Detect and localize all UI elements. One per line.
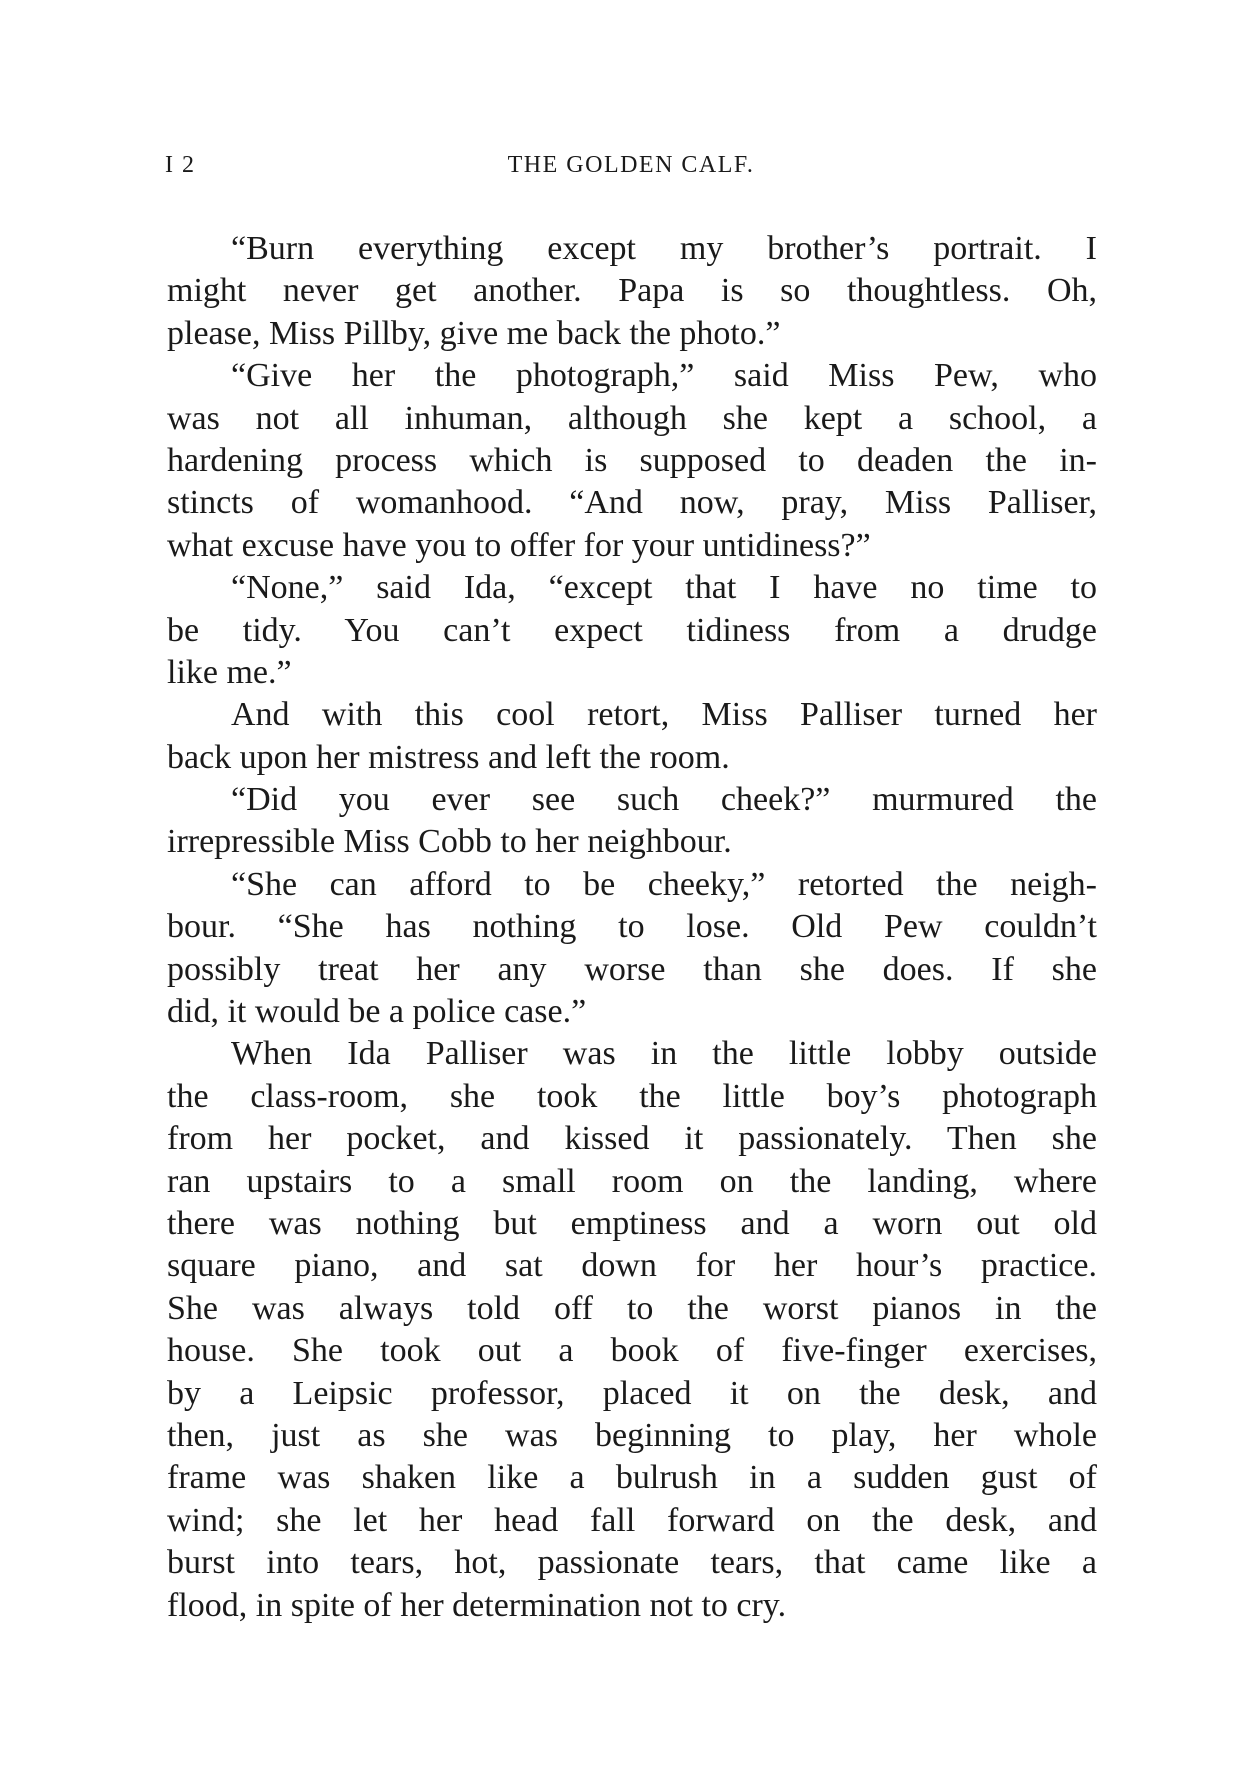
- text-line: wind; she let her head fall forward on the desk, and: [167, 1501, 1097, 1539]
- text-line: from her pocket, and kissed it passionately. Then she: [167, 1120, 1097, 1158]
- paragraph: [167, 567, 1097, 694]
- text-line: then, just as she was beginning to play, her whole: [167, 1416, 1097, 1454]
- text-line: “Give her the photograph,” said Miss Pew, who: [231, 357, 1097, 395]
- text-line: stincts of womanhood. “And now, pray, Miss Palliser,: [167, 484, 1097, 522]
- text-line: And with this cool retort, Miss Palliser turned her: [231, 696, 1097, 734]
- text-line: might never get another. Papa is so thoughtless. Oh,: [167, 272, 1097, 310]
- text-line: house. She took out a book of five-finger exercises,: [167, 1332, 1097, 1370]
- paragraph: [167, 864, 1097, 1034]
- text-line: possibly treat her any worse than she does. If she: [167, 950, 1097, 988]
- text-line: please, Miss Pillby, give me back the photo.”: [167, 314, 781, 352]
- text-line: “Burn everything except my brother’s portrait. I: [231, 230, 1097, 267]
- text-line: “Did you ever see such cheek?” murmured the: [231, 781, 1097, 819]
- text-line: hardening process which is supposed to deaden the in-: [167, 441, 1097, 479]
- text-line: bour. “She has nothing to lose. Old Pew couldn’t: [167, 908, 1097, 946]
- text-line: She was always told off to the worst pianos in the: [167, 1289, 1097, 1327]
- text-line: was not all inhuman, although she kept a school, a: [167, 399, 1097, 437]
- text-line: there was nothing but emptiness and a worn out old: [167, 1204, 1097, 1242]
- paragraph: [167, 1033, 1097, 1626]
- text-line: “She can afford to be cheeky,” retorted the neigh-: [231, 865, 1097, 903]
- text-line: square piano, and sat down for her hour’s practice.: [167, 1247, 1097, 1285]
- text-line: like me.”: [167, 653, 292, 691]
- text-line: “None,” said Ida, “except that I have no time to: [231, 569, 1097, 607]
- text-line: the class-room, she took the little boy’s photograph: [167, 1077, 1097, 1115]
- text-line: did, it would be a police case.”: [167, 993, 587, 1031]
- text-line: back upon her mistress and left the room.: [167, 738, 730, 776]
- paragraph: [167, 228, 1097, 355]
- text-line: by a Leipsic professor, placed it on the desk, and: [167, 1374, 1097, 1412]
- body-text: [167, 228, 1097, 1627]
- page-number: I 2: [165, 152, 196, 178]
- running-head: [165, 152, 1097, 186]
- text-line: frame was shaken like a bulrush in a sudden gust of: [167, 1459, 1097, 1497]
- text-line: be tidy. You can’t expect tidiness from a drudge: [167, 611, 1097, 649]
- text-line: flood, in spite of her determination not to cry.: [167, 1586, 787, 1624]
- paragraph: [167, 355, 1097, 567]
- text-line: burst into tears, hot, passionate tears, that came like a: [167, 1544, 1097, 1582]
- text-line: irrepressible Miss Cobb to her neighbour.: [167, 823, 732, 861]
- paragraph: [167, 694, 1097, 779]
- paragraph: [167, 779, 1097, 864]
- running-title: THE GOLDEN CALF.: [507, 152, 755, 178]
- text-line: what excuse have you to offer for your untidiness?”: [167, 526, 871, 564]
- text-line: When Ida Palliser was in the little lobby outside: [231, 1035, 1097, 1073]
- text-line: ran upstairs to a small room on the landing, where: [167, 1162, 1097, 1200]
